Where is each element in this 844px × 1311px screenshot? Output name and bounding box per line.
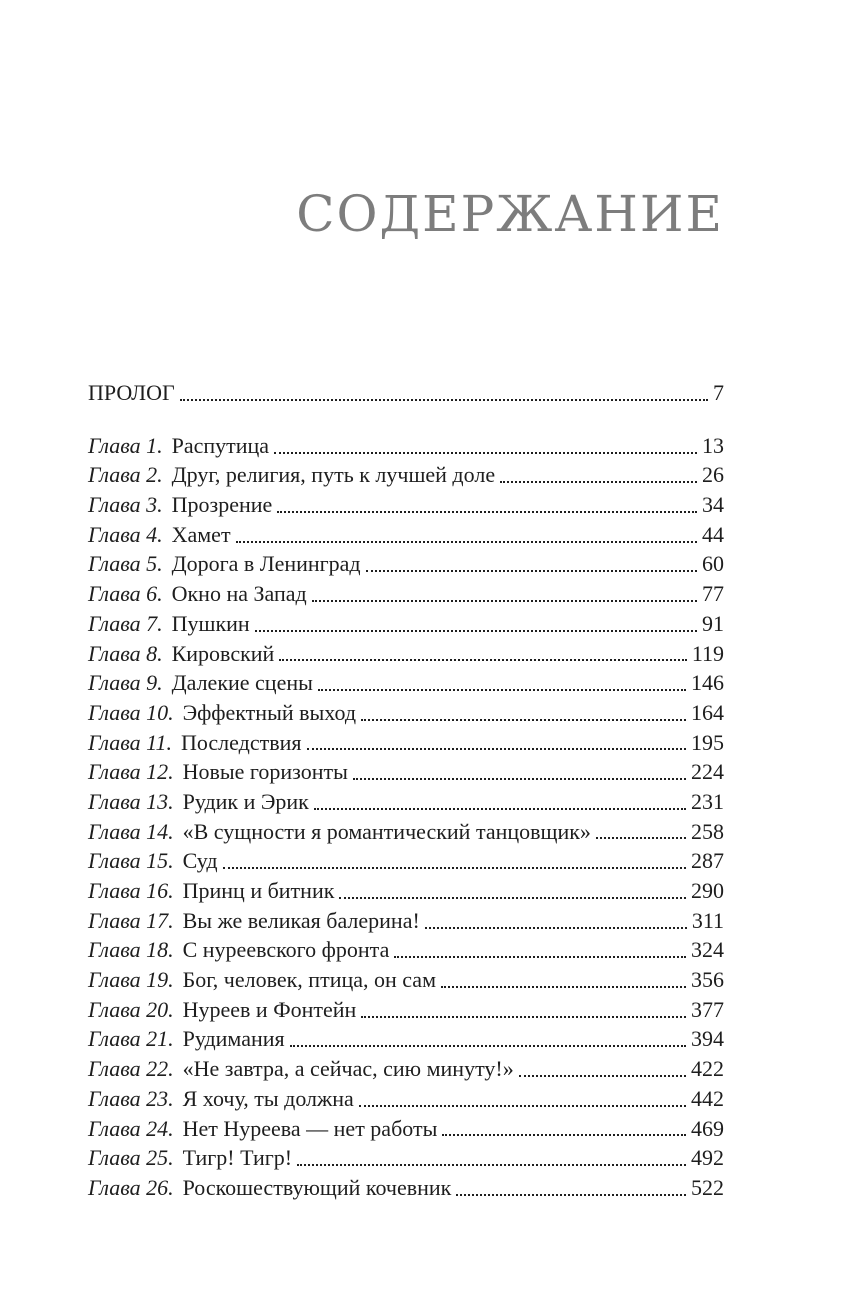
toc-entry (88, 490, 724, 520)
dot-leader (318, 689, 686, 691)
dot-leader (180, 399, 708, 401)
toc-page-number: 377 (691, 996, 724, 1022)
page-title: СОДЕРЖАНИЕ (296, 185, 724, 243)
chapter-label: Глава 15. (88, 848, 174, 874)
toc-page-number: 287 (691, 848, 724, 874)
toc-entry (88, 1084, 724, 1114)
chapter-label: Глава 26. (88, 1174, 174, 1200)
toc-entry (88, 1054, 724, 1084)
toc-entry (88, 965, 724, 995)
dot-leader (366, 570, 697, 572)
chapter-label: Глава 7. (88, 610, 163, 636)
toc-entry-name: Бог, человек, птица, он сам (182, 967, 436, 993)
dot-leader (290, 1045, 686, 1047)
toc-page-number: 119 (691, 640, 724, 666)
toc-entry-prologue (88, 378, 724, 408)
dot-leader (442, 1134, 686, 1136)
toc-page-number: 44 (702, 521, 724, 547)
toc-entry-name: Дорога в Ленинград (171, 551, 361, 577)
toc-page-number: 422 (691, 1056, 724, 1082)
dot-leader (353, 778, 686, 780)
toc-entry-name: «В сущности я романтический танцовщик» (182, 818, 591, 844)
toc-entry (88, 906, 724, 936)
chapter-label: Глава 16. (88, 878, 174, 903)
dot-leader (596, 837, 686, 839)
toc-page-number: 164 (691, 699, 724, 725)
toc-page-number: 258 (691, 818, 724, 844)
toc-entry-name: Прозрение (171, 492, 273, 518)
chapter-label: Глава 10. (88, 699, 174, 725)
dot-leader (314, 808, 686, 810)
chapter-label: Глава 6. (88, 581, 163, 607)
toc-entry (88, 995, 724, 1025)
dot-leader (339, 897, 686, 899)
chapter-label: Глава 1. (88, 432, 163, 458)
chapter-label: Глава 9. (88, 670, 163, 696)
toc-entry (88, 549, 724, 579)
chapter-label: Глава 18. (88, 937, 174, 963)
toc-entry-name: Рудимания (182, 1026, 285, 1052)
chapter-label: Глава 23. (88, 1085, 174, 1111)
toc-page-number: 311 (691, 907, 724, 933)
chapter-label: Глава 19. (88, 967, 174, 993)
toc-entry-name: Принц и битник (182, 878, 335, 903)
toc-entry (88, 609, 724, 639)
toc-page-number: 26 (702, 462, 724, 488)
toc-entry (88, 1143, 724, 1173)
dot-leader (277, 511, 697, 513)
dot-leader (361, 1016, 686, 1018)
table-of-contents (88, 378, 724, 1203)
toc-entry-name: Нет Нуреева — нет работы (182, 1115, 438, 1141)
dot-leader (297, 1164, 686, 1166)
dot-leader (307, 748, 687, 750)
toc-entry (88, 520, 724, 550)
toc-entry-name: Друг, религия, путь к лучшей доле (171, 462, 496, 488)
toc-entry-name: Окно на Запад (171, 581, 307, 607)
toc-page-number: 522 (691, 1174, 724, 1200)
toc-entry-name: «Не завтра, а сейчас, сию минуту!» (182, 1056, 514, 1082)
toc-entry (88, 668, 724, 698)
toc-entry (88, 579, 724, 609)
dot-leader (223, 867, 686, 869)
toc-entry (88, 639, 724, 669)
chapter-label: Глава 22. (88, 1056, 174, 1082)
dot-leader (519, 1075, 686, 1077)
dot-leader (441, 986, 686, 988)
toc-page-number: 13 (702, 432, 724, 458)
chapter-label: Глава 21. (88, 1026, 174, 1052)
toc-entry-name: Эффектный выход (182, 699, 357, 725)
toc-page-number: 290 (691, 878, 724, 903)
dot-leader (279, 659, 686, 661)
toc-page-number: 60 (702, 551, 724, 577)
chapter-label: Глава 3. (88, 492, 163, 518)
toc-entry (88, 846, 724, 876)
toc-page-number: 195 (691, 729, 724, 755)
toc-entry (88, 460, 724, 490)
chapter-label: Глава 20. (88, 996, 174, 1022)
dot-leader (236, 541, 697, 543)
toc-page-number: 394 (691, 1026, 724, 1052)
dot-leader (394, 956, 686, 958)
toc-entry (88, 1024, 724, 1054)
chapter-label: Глава 13. (88, 788, 174, 814)
chapter-label: Глава 4. (88, 521, 163, 547)
toc-page-number: 146 (691, 670, 724, 696)
chapter-label: Глава 8. (88, 640, 163, 666)
toc-entry-name: Последствия (180, 729, 302, 755)
toc-entry (88, 876, 724, 906)
chapter-label: Глава 5. (88, 551, 163, 577)
chapter-label: Глава 11. (88, 729, 172, 755)
toc-page-number: 7 (713, 380, 724, 405)
chapter-label: Глава 12. (88, 759, 174, 785)
dot-leader (312, 600, 697, 602)
chapter-label: Глава 17. (88, 907, 174, 933)
toc-entry (88, 698, 724, 728)
toc-entry (88, 1114, 724, 1144)
toc-entry-name: Распутица (171, 432, 270, 458)
toc-entry-name: Роскошествующий кочевник (182, 1174, 452, 1200)
dot-leader (456, 1194, 686, 1196)
toc-page-number: 91 (702, 610, 724, 636)
toc-entry-name: Рудик и Эрик (182, 788, 309, 814)
toc-entry (88, 787, 724, 817)
dot-leader (359, 1105, 686, 1107)
toc-entry-name: Новые горизонты (182, 759, 348, 785)
dot-leader (361, 719, 686, 721)
toc-page-number: 77 (702, 581, 724, 607)
toc-page-number: 224 (691, 759, 724, 785)
toc-entry-name: Вы же великая балерина! (182, 907, 420, 933)
chapter-label: Глава 2. (88, 462, 163, 488)
chapter-label: Глава 25. (88, 1145, 174, 1171)
toc-entry (88, 817, 724, 847)
toc-page-number: 324 (691, 937, 724, 963)
toc-entry-name: ПРОЛОГ (88, 380, 175, 405)
chapter-label: Глава 24. (88, 1115, 174, 1141)
toc-entry-name: Суд (182, 848, 218, 874)
dot-leader (425, 927, 687, 929)
toc-page-number: 356 (691, 967, 724, 993)
toc-entry (88, 757, 724, 787)
chapter-label: Глава 14. (88, 818, 174, 844)
toc-entry-name: Пушкин (171, 610, 250, 636)
toc-page-number: 231 (691, 788, 724, 814)
dot-leader (255, 630, 697, 632)
dot-leader (274, 452, 697, 454)
toc-entry-name: Я хочу, ты должна (182, 1085, 354, 1111)
toc-entry (88, 431, 724, 461)
toc-entry-name: Нуреев и Фонтейн (182, 996, 357, 1022)
toc-entry-name: Хамет (171, 521, 231, 547)
toc-entry-name: С нуреевского фронта (182, 937, 390, 963)
toc-page-number: 442 (691, 1085, 724, 1111)
toc-page-number: 492 (691, 1145, 724, 1171)
toc-entry (88, 935, 724, 965)
toc-page-number: 469 (691, 1115, 724, 1141)
toc-entry (88, 1173, 724, 1203)
toc-entry-name: Далекие сцены (171, 670, 313, 696)
toc-entry (88, 728, 724, 758)
toc-page-number: 34 (702, 492, 724, 518)
dot-leader (500, 481, 697, 483)
toc-entry-name: Кировский (171, 640, 275, 666)
toc-entry-name: Тигр! Тигр! (182, 1145, 293, 1171)
